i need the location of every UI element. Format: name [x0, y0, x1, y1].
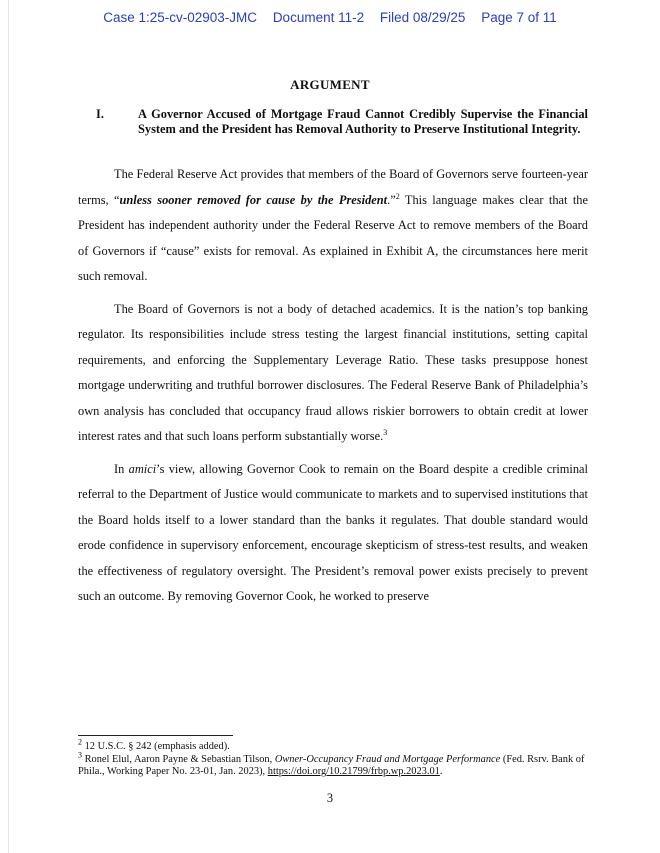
footnote-3 [78, 750, 588, 779]
doi-link[interactable]: https://doi.org/10.21799/frbp.wp.2023.01 [267, 766, 440, 777]
paragraph-text: .” [387, 192, 396, 207]
case-number: Case 1:25-cv-02903-JMC [103, 10, 258, 25]
section-heading [78, 107, 588, 137]
footnote-2 [78, 737, 588, 754]
amici-term: amici [128, 461, 157, 476]
footnote-number: 2 [78, 737, 82, 747]
paragraph-text: In [114, 461, 129, 476]
footnote-source-title: Owner-Occupancy Fraud and Mortgage Performance [274, 753, 501, 765]
section-number: I. [96, 107, 104, 121]
document-number: Document 11-2 [272, 10, 365, 25]
filed-date: Filed 08/29/25 [379, 10, 466, 25]
paragraph-text: The Board of Governors is not a body of detached academics. It is the nation’s top banking regulator. Its responsibilities include stress testing the largest financial institutions, setting capital requirements, and enforcing the Supplementary Leverage Ratio. These tasks presuppose honest mortgage underwriting and truthful borrower disclosures. The Federal Reserve Bank of Philadelphia’s own analysis has concluded that occupancy fraud allows riskier borrowers to obtain credit at lower interest rates and that such loans perform substantially worse. [78, 301, 588, 443]
court-header [0, 10, 660, 25]
page-number: 3 [326, 791, 334, 805]
footnotes [78, 737, 588, 779]
statutory-quote: unless sooner removed for cause by the President [119, 192, 388, 207]
footnote-ref-3[interactable]: 3 [383, 427, 388, 437]
footnote-divider [78, 735, 233, 736]
paragraph-text: This language makes clear that the President has independent authority under the Federal Reserve Act to remove members of the Board of Governors if “cause” exists for removal. As explained in Exhibit A, the circumstances here merit such removal. [78, 192, 588, 283]
paragraph-3 [78, 457, 588, 610]
footnote-text: 12 U.S.C. § 242 (emphasis added). [82, 741, 230, 752]
footnote-text: Ronel Elul, Aaron Payne & Sebastian Tilson, [82, 753, 275, 765]
document-body [78, 162, 588, 617]
argument-heading: ARGUMENT [290, 77, 370, 92]
footnote-text: (Fed. Rsrv. Bank of Phila., Working Paper No. 23-01, Jan. 2023), [78, 753, 585, 777]
footnote-ref-2[interactable]: 2 [395, 191, 400, 201]
page-count: Page 7 of 11 [481, 10, 557, 25]
section-title: A Governor Accused of Mortgage Fraud Cannot Credibly Supervise the Financial System and the President has Removal Authority to Preserve Institutional Integrity. [138, 107, 588, 136]
footnote-text: . [439, 766, 443, 777]
paragraph-2 [78, 297, 588, 450]
page-edge [8, 0, 9, 853]
paragraph-text: ’s view, allowing Governor Cook to remain on the Board despite a credible criminal referral to the Department of Justice would communicate to markets and to supervised institutions that the Board holds itself to a lower standard than the banks it regulates. That double standard would erode confidence in supervisory enforcement, encourage skepticism of stress-test results, and weaken the effectiveness of regulatory oversight. The President’s removal power exists precisely to prevent such an outcome. By removing Governor Cook, he worked to preserve [78, 461, 588, 603]
paragraph-1 [78, 162, 588, 290]
footnote-number: 3 [78, 750, 82, 760]
paragraph-text: The Federal Reserve Act provides that members of the Board of Governors serve fourteen-year terms, “ [78, 167, 588, 207]
